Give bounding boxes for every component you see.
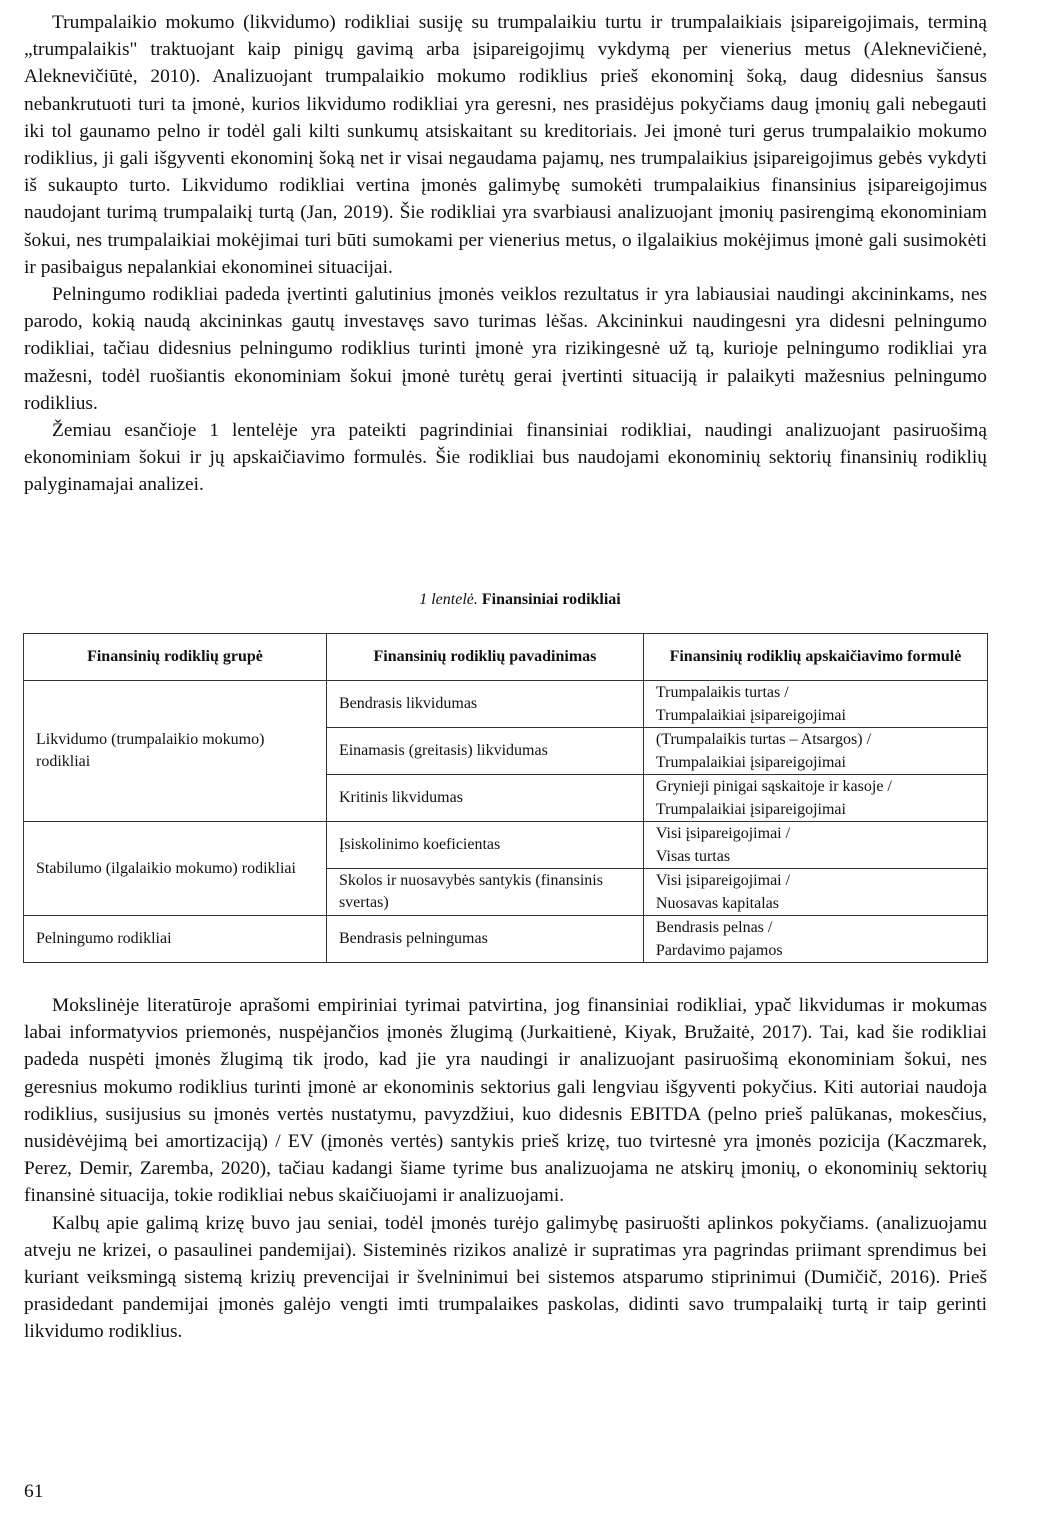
ratio-name-cell: Skolos ir nuosavybės santykis (finansinis svertas) bbox=[326, 869, 643, 916]
header-formula: Finansinių rodiklių apskaičiavimo formulė bbox=[643, 634, 987, 681]
group-cell-profitability: Pelningumo rodikliai bbox=[24, 916, 327, 963]
group-cell-liquidity: Likvidumo (trumpalaikio mokumo) rodikliai bbox=[24, 681, 327, 822]
body-text-top bbox=[24, 9, 987, 499]
ratio-name-cell: Įsiskolinimo koeficientas bbox=[326, 822, 643, 869]
table-caption-title: Finansiniai rodikliai bbox=[481, 591, 621, 608]
formula-line: Visas turtas bbox=[655, 848, 731, 865]
formula-line: Trumpalaikiai įsipareigojimai bbox=[655, 801, 846, 818]
table-header-row bbox=[24, 634, 988, 681]
ratio-formula-cell bbox=[643, 869, 987, 916]
paragraph: Žemiau esančioje 1 lentelėje yra pateikti pagrindiniai finansiniai rodikliai, naudingi analizuojant pasiruošimą ekonominiam šokui ir jų apskaičiavimo formulės. Šie rodikliai bus naudojami ekonominių sektorių finansinių rodiklių palyginamajai analizei. bbox=[24, 420, 987, 496]
group-cell-stability: Stabilumo (ilgalaikio mokumo) rodikliai bbox=[24, 822, 327, 916]
ratio-name-cell: Einamasis (greitasis) likvidumas bbox=[326, 728, 643, 775]
ratio-name-cell: Bendrasis pelningumas bbox=[326, 916, 643, 963]
formula-line: Nuosavas kapitalas bbox=[655, 895, 779, 912]
formula-line: Visi įsipareigojimai / bbox=[655, 872, 791, 889]
formula-line: Trumpalaikis turtas / bbox=[655, 684, 789, 701]
formula-line: (Trumpalaikis turtas – Atsargos) / bbox=[655, 731, 872, 748]
formula-line: Grynieji pinigai sąskaitoje ir kasoje / bbox=[655, 778, 892, 795]
formula-line: Bendrasis pelnas / bbox=[655, 919, 773, 936]
financial-ratios-table bbox=[23, 633, 988, 963]
ratio-formula-cell bbox=[643, 681, 987, 728]
table-caption bbox=[0, 590, 1040, 610]
table-row bbox=[24, 681, 988, 728]
ratio-name-cell: Kritinis likvidumas bbox=[326, 775, 643, 822]
table-row bbox=[24, 916, 988, 963]
ratio-formula-cell bbox=[643, 728, 987, 775]
formula-line: Trumpalaikiai įsipareigojimai bbox=[655, 707, 846, 724]
table-row bbox=[24, 822, 988, 869]
formula-line: Trumpalaikiai įsipareigojimai bbox=[655, 754, 846, 771]
ratio-formula-cell bbox=[643, 822, 987, 869]
ratio-name-cell: Bendrasis likvidumas bbox=[326, 681, 643, 728]
header-name: Finansinių rodiklių pavadinimas bbox=[326, 634, 643, 681]
header-group: Finansinių rodiklių grupė bbox=[24, 634, 327, 681]
ratio-formula-cell bbox=[643, 916, 987, 963]
body-text-bottom bbox=[24, 992, 987, 1346]
formula-line: Pardavimo pajamos bbox=[655, 942, 783, 959]
paragraph: Kalbų apie galimą krizę buvo jau seniai, todėl įmonės turėjo galimybę pasiruošti aplinkos pokyčiams. (analizuojamu atveju ne krizei, o pasaulinei pandemijai). Sisteminės rizikos analizė ir supratimas yra pagrindas priimant sprendimus bei kuriant veiksmingą sistemą krizių prevencijai ir švelninimui bei sistemos atsparumo stiprinimui (Dumičič, 2016). Prieš prasidedant pandemijai įmonės galėjo vengti imti trumpalaikes paskolas, didinti savo trumpalaikį turtą ir taip gerinti likvidumo rodiklius. bbox=[24, 1212, 987, 1343]
paragraph: Pelningumo rodikliai padeda įvertinti galutinius įmonės veiklos rezultatus ir yra labiausiai naudingi akcininkams, nes parodo, kokią naudą akcininkas gautų investavęs savo turimas lėšas. Akcininkui naudingesni yra didesni pelningumo rodikliai, tačiau didesnius pelningumo rodiklius turinti įmonė yra rizikingesnė už tą, kurioje pelningumo rodikliai yra mažesni, todėl ruošiantis ekonominiam šokui įmonė turėtų gerai įvertinti situaciją ir palaikyti mažesnius pelningumo rodiklius. bbox=[24, 284, 987, 414]
page-number: 61 bbox=[24, 1481, 44, 1502]
ratio-formula-cell bbox=[643, 775, 987, 822]
paragraph: Mokslinėje literatūroje aprašomi empiriniai tyrimai patvirtina, jog finansiniai rodikliai, ypač likvidumas ir mokumas labai informatyvios priemonės, nuspėjančios įmonės žlugimą (Jurkaitienė, Kiyak, Bružaitė, 2017). Tai, kad šie rodikliai padeda nuspėti įmonės žlugimą tik įrodo, kad jie yra naudingi ir analizuojant pasiruošimą ekonominiam šokui, nes geresnius mokumo rodiklius turinti įmonė ar ekonominis sektorius gali lengviau išgyventi pokyčius. Kiti autoriai naudoja rodiklius, susijusius su įmonės vertės nustatymu, pavyzdžiui, kuo didesnis EBITDA (pelno prieš palūkanas, mokesčius, nusidėvėjimą bei amortizaciją) / EV (įmonės vertės) santykis prieš krizę, tuo tvirtesnė yra įmonės pozicija (Kaczmarek, Perez, Demir, Zaremba, 2020), tačiau kadangi šiame tyrime bus analizuojama ne atskirų įmonių, o ekonominių sektorių finansinė situacija, tokie rodikliai nebus skaičiuojami ir analizuojami. bbox=[24, 995, 987, 1207]
table-caption-number: 1 lentelė. bbox=[419, 591, 478, 608]
paragraph: Trumpalaikio mokumo (likvidumo) rodikliai susiję su trumpalaikiu turtu ir trumpalaikiais įsipareigojimais, terminą „trumpalaikis" traktuojant kaip pinigų gavimą arba įsipareigojimų vykdymą per vienerius metus (Aleknevičienė, Aleknevičiūtė, 2010). Analizuojant trumpalaikio mokumo rodiklius prieš ekonominį šoką, daug didesnius šansus nebankrutuoti turi ta įmonė, kurios likvidumo rodikliai yra geresni, nes prasidėjus pokyčiams daug įmonių gali nebegauti iki tol gaunamo pelno ir todėl gali kilti sunkumų atsiskaitant su kreditoriais. Jei įmonė turi gerus trumpalaikio mokumo rodiklius, ji gali išgyventi ekonominį šoką net ir visai negaudama pajamų, nes trumpalaikius įsipareigojimus gebės vykdyti iš sukaupto turto. Likvidumo rodikliai vertina įmonės galimybę sumokėti trumpalaikius finansinius įsipareigojimus naudojant turimą trumpalaikį turtą (Jan, 2019). Šie rodikliai yra svarbiausi analizuojant įmonių pasirengimą ekonominiam šokui, nes trumpalaikiai mokėjimai turi būti sumokami per vienerius metus, o ilgalaikius mokėjimus įmonė gali susimokėti ir pasibaigus nepalankiai ekonominei situacijai. bbox=[24, 12, 987, 278]
formula-line: Visi įsipareigojimai / bbox=[655, 825, 791, 842]
